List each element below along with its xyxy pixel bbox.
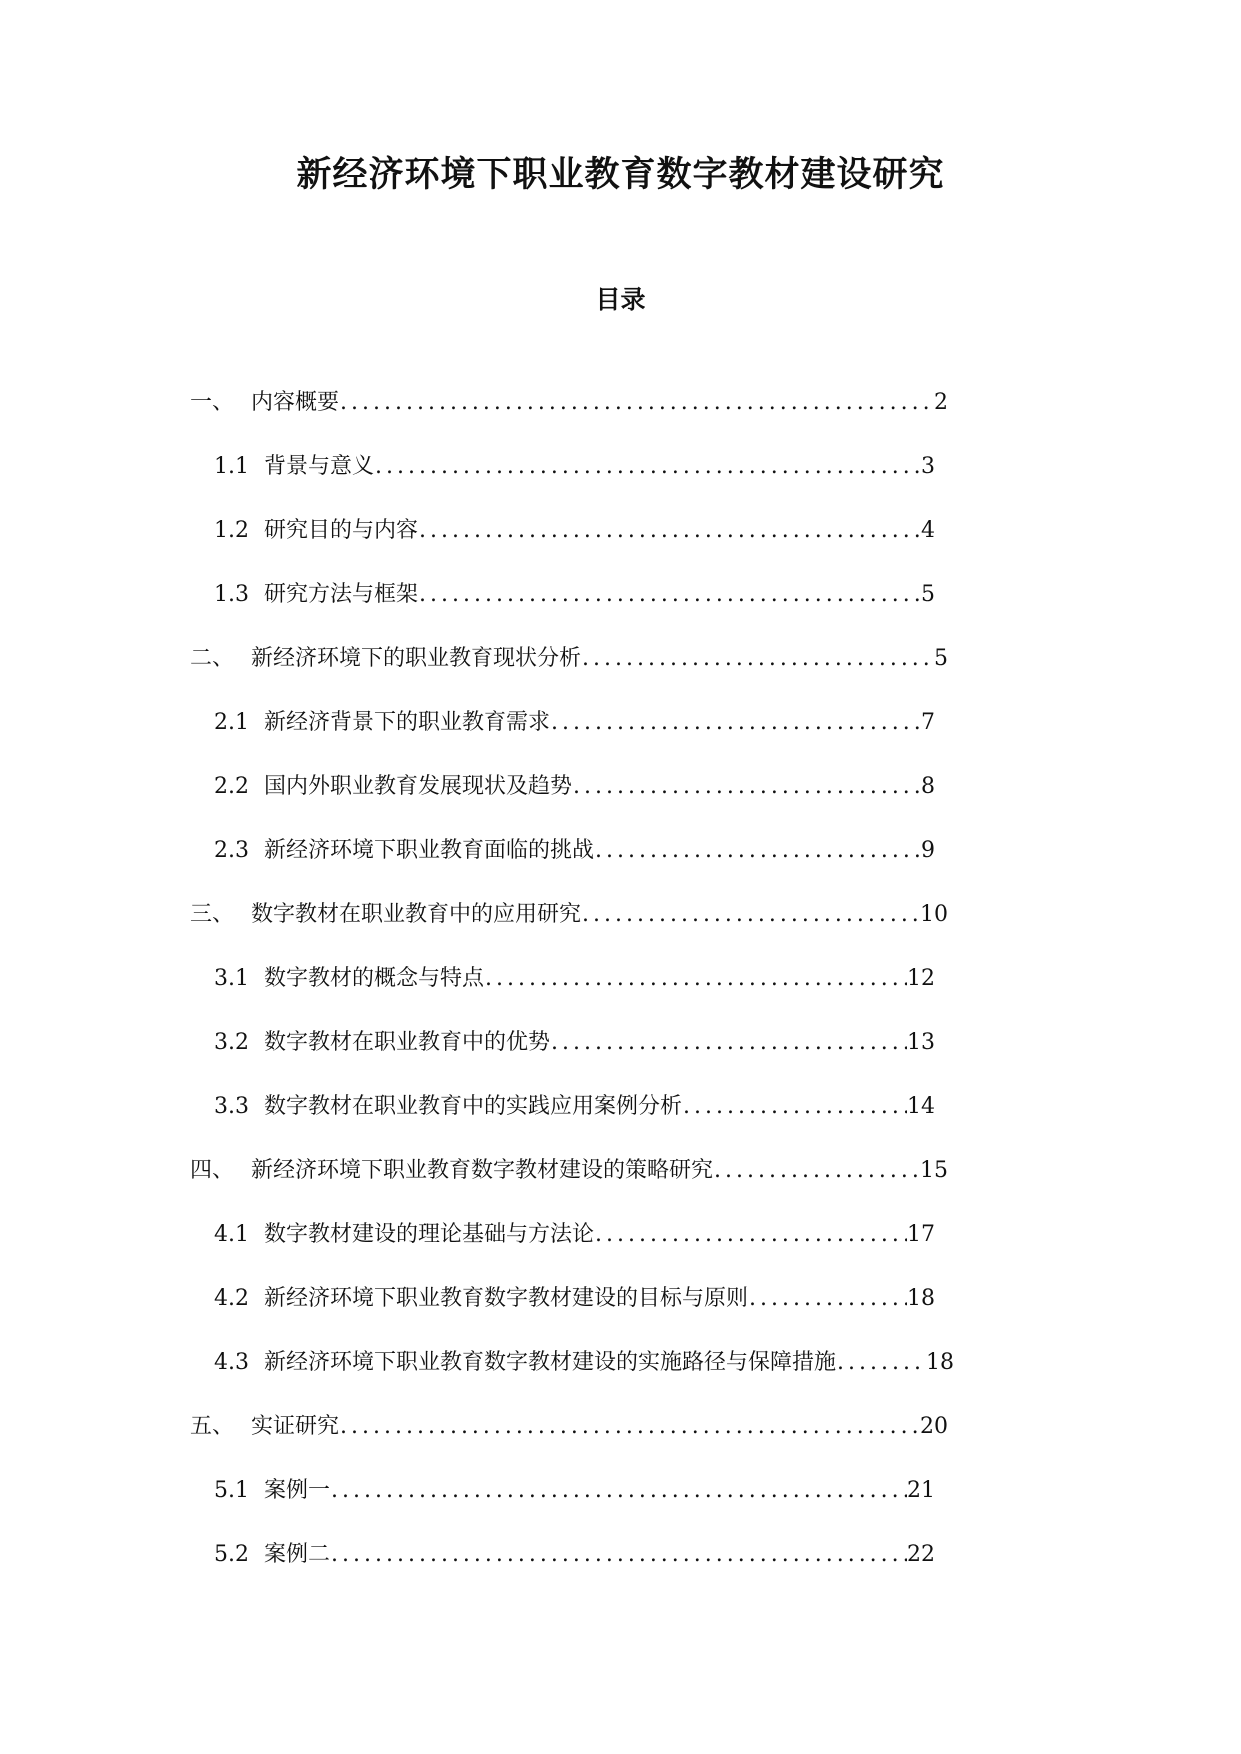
toc-entry-label: 新经济背景下的职业教育需求 — [264, 710, 551, 735]
toc-entry[interactable] — [214, 511, 935, 551]
toc-entry-label: 新经济环境下职业教育数字教材建设的策略研究 — [251, 1158, 714, 1183]
toc-entry-number: 一、 — [190, 390, 235, 415]
toc-dot-leader — [713, 1151, 920, 1191]
toc-entry[interactable] — [214, 1023, 935, 1063]
toc-entry-number: 2.2 — [214, 774, 249, 799]
toc-entry[interactable] — [214, 1343, 954, 1383]
toc-entry-number: 1.1 — [214, 454, 249, 479]
toc-entry-page: 9 — [921, 838, 935, 863]
toc-dot-leader — [550, 703, 921, 743]
toc-entry-number: 5.1 — [214, 1478, 249, 1503]
toc-entry[interactable] — [190, 383, 948, 423]
toc-dot-leader — [572, 767, 921, 807]
toc-dot-leader — [330, 1471, 907, 1511]
toc-entry[interactable] — [214, 1535, 935, 1575]
toc-entry-label: 研究方法与框架 — [264, 582, 419, 607]
toc-entry-number: 四、 — [190, 1158, 235, 1183]
toc-entry-label: 研究目的与内容 — [264, 518, 419, 543]
toc-dot-leader — [581, 639, 934, 679]
toc-entry-page: 5 — [934, 646, 948, 671]
toc-entry-page: 18 — [926, 1350, 954, 1375]
toc-entry-number: 2.3 — [214, 838, 249, 863]
toc-dot-leader — [748, 1279, 907, 1319]
toc-entry-page: 12 — [907, 966, 935, 991]
toc-entry[interactable] — [190, 639, 948, 679]
toc-entry-label: 新经济环境下职业教育数字教材建设的目标与原则 — [264, 1286, 749, 1311]
toc-entry-number: 3.3 — [214, 1094, 249, 1119]
toc-dot-leader — [418, 511, 921, 551]
toc-entry-number: 2.1 — [214, 710, 249, 735]
toc-entry[interactable] — [214, 767, 935, 807]
toc-entry-number: 4.2 — [214, 1286, 249, 1311]
toc-dot-leader — [581, 895, 920, 935]
toc-entry-page: 14 — [907, 1094, 935, 1119]
toc-entry-label: 案例二 — [264, 1542, 331, 1567]
toc-entry[interactable] — [214, 1087, 935, 1127]
toc-dot-leader — [594, 1215, 907, 1255]
toc-entry-page: 17 — [907, 1222, 935, 1247]
toc-entry-number: 1.2 — [214, 518, 249, 543]
toc-entry-page: 22 — [907, 1542, 935, 1567]
toc-heading: 目录 — [595, 285, 646, 314]
toc-dot-leader — [550, 1023, 907, 1063]
toc-dot-leader — [418, 575, 921, 615]
toc-entry-number: 4.1 — [214, 1222, 249, 1247]
toc-entry-page: 20 — [920, 1414, 948, 1439]
toc-entry-page: 8 — [921, 774, 935, 799]
toc-entry-number: 5.2 — [214, 1542, 249, 1567]
toc-dot-leader — [330, 1535, 907, 1575]
toc-entry[interactable] — [214, 831, 935, 871]
toc-entry-page: 7 — [921, 710, 935, 735]
toc-dot-leader — [374, 447, 921, 487]
toc-dot-leader — [339, 1407, 920, 1447]
toc-dot-leader — [682, 1087, 907, 1127]
toc-entry[interactable] — [190, 1151, 948, 1191]
toc-entry[interactable] — [214, 1215, 935, 1255]
toc-entry-page: 2 — [934, 390, 948, 415]
toc-entry-label: 数字教材在职业教育中的应用研究 — [251, 902, 582, 927]
toc-entry-number: 五、 — [190, 1414, 235, 1439]
toc-entry[interactable] — [190, 895, 948, 935]
toc-entry-page: 15 — [920, 1158, 948, 1183]
toc-entry-label: 内容概要 — [251, 390, 340, 415]
toc-entry-number: 1.3 — [214, 582, 249, 607]
toc-entry-number: 3.2 — [214, 1030, 249, 1055]
toc-entry-label: 数字教材的概念与特点 — [264, 966, 485, 991]
toc-entry-number: 4.3 — [214, 1350, 249, 1375]
toc-dot-leader — [594, 831, 921, 871]
toc-entry-number: 二、 — [190, 646, 235, 671]
toc-entry-label: 新经济环境下职业教育数字教材建设的实施路径与保障措施 — [264, 1350, 837, 1375]
toc-dot-leader — [484, 959, 907, 999]
toc-dot-leader — [339, 383, 934, 423]
toc-entry-page: 5 — [921, 582, 935, 607]
toc-entry-label: 数字教材在职业教育中的优势 — [264, 1030, 551, 1055]
toc-entry-page: 13 — [907, 1030, 935, 1055]
toc-entry-label: 背景与意义 — [264, 454, 375, 479]
toc-entry[interactable] — [214, 1279, 935, 1319]
toc-entry-label: 案例一 — [264, 1478, 331, 1503]
toc-entry[interactable] — [214, 1471, 935, 1511]
toc-entry-label: 新经济环境下职业教育面临的挑战 — [264, 838, 595, 863]
toc-entry-label: 国内外职业教育发展现状及趋势 — [264, 774, 573, 799]
toc-entry[interactable] — [214, 959, 935, 999]
toc-entry-label: 新经济环境下的职业教育现状分析 — [251, 646, 582, 671]
toc-entry-label: 实证研究 — [251, 1414, 340, 1439]
toc-entry-page: 3 — [921, 454, 935, 479]
toc-entry-label: 数字教材建设的理论基础与方法论 — [264, 1222, 595, 1247]
toc-entry[interactable] — [190, 1407, 948, 1447]
toc-entry[interactable] — [214, 703, 935, 743]
toc-dot-leader — [836, 1343, 926, 1383]
toc-entry-number: 三、 — [190, 902, 235, 927]
toc-entry-number: 3.1 — [214, 966, 249, 991]
toc-entry[interactable] — [214, 575, 935, 615]
toc-entry-page: 21 — [907, 1478, 935, 1503]
toc-entry-page: 10 — [920, 902, 948, 927]
toc-entry[interactable] — [214, 447, 935, 487]
toc-entry-page: 4 — [921, 518, 935, 543]
toc-entry-label: 数字教材在职业教育中的实践应用案例分析 — [264, 1094, 683, 1119]
document-title: 新经济环境下职业教育数字教材建设研究 — [296, 155, 945, 195]
toc-entry-page: 18 — [907, 1286, 935, 1311]
